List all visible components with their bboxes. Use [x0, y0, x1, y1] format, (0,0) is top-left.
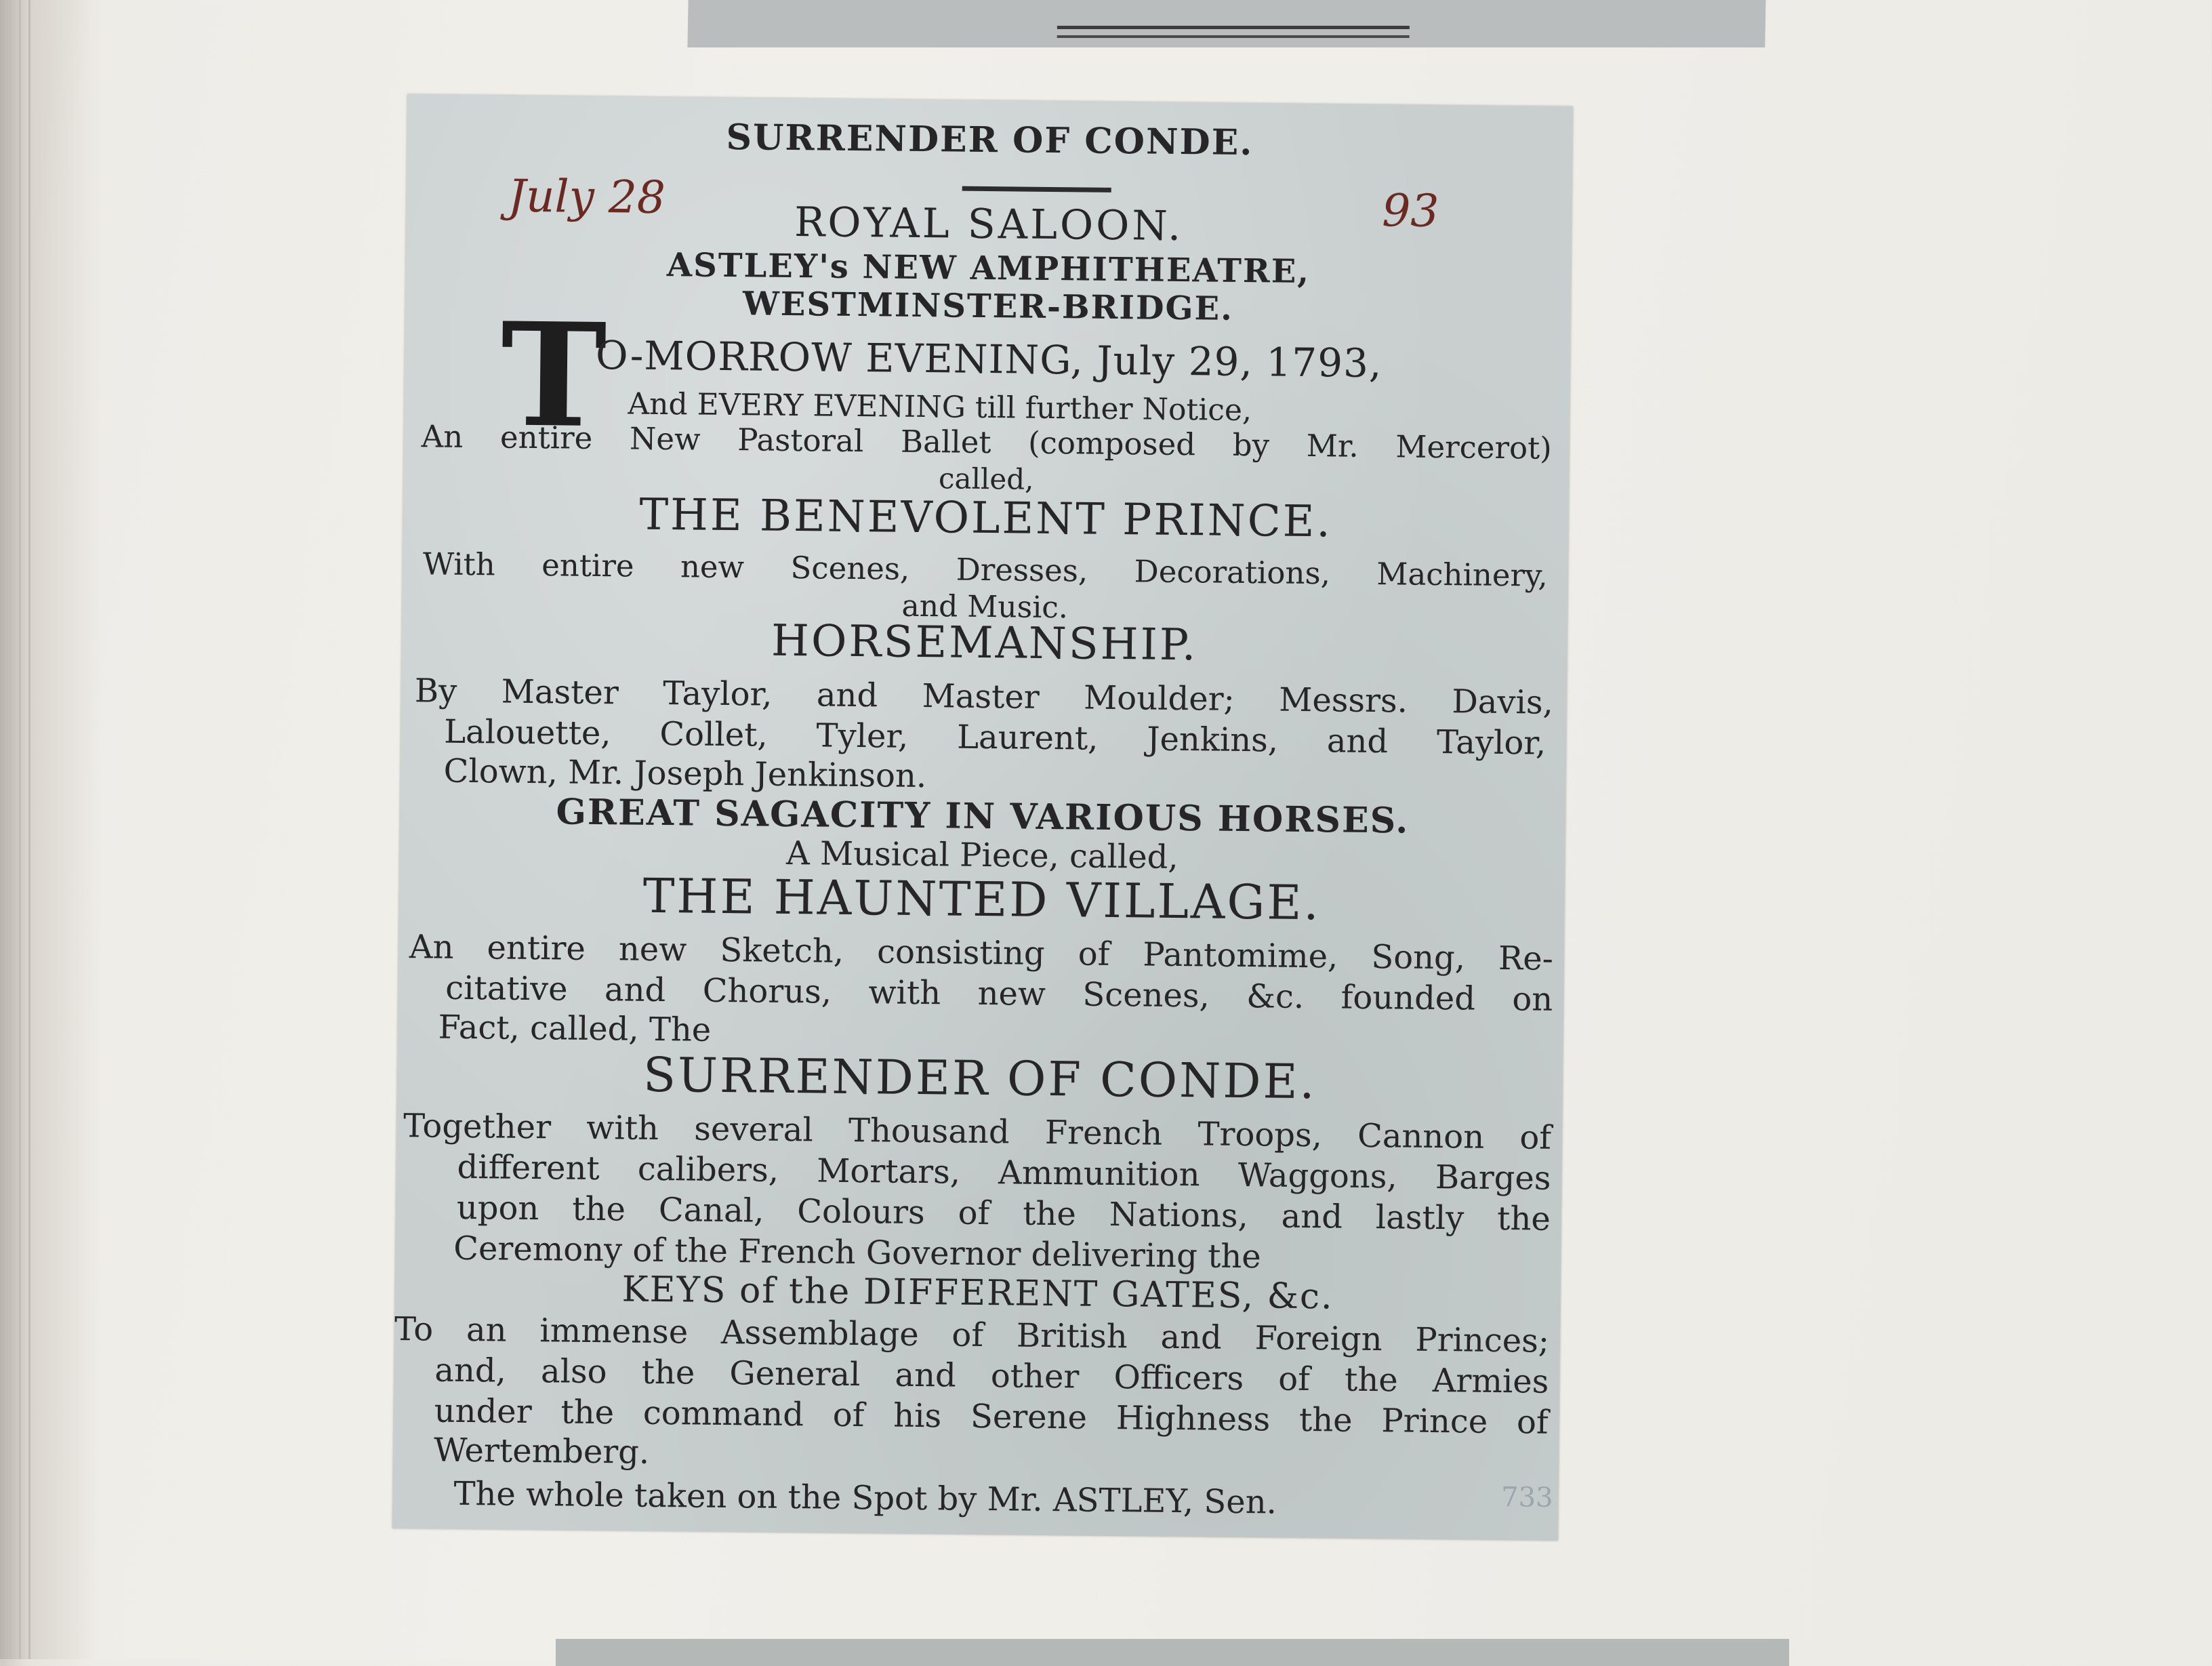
- page-edge-line: [19, 0, 21, 1659]
- assembly-line: Wertemberg.: [433, 1431, 650, 1471]
- title-horsemanship: HORSEMANSHIP.: [771, 615, 1198, 671]
- clipping-rule: [1057, 35, 1410, 38]
- handwritten-date: July 28: [508, 169, 666, 224]
- horsemanship-line: By Master Taylor, and Master Moulder; Messrs. Davis,: [414, 672, 1554, 722]
- venue-subtitle: ASTLEY's NEW AMPHITHEATRE,: [666, 246, 1311, 291]
- keys-heading: KEYS of the DIFFERENT GATES, &c.: [621, 1269, 1334, 1318]
- troops-line: upon the Canal, Colours of the Nations, and lastly the: [456, 1188, 1551, 1238]
- adjacent-clipping-bottom: [556, 1639, 1789, 1666]
- sketch-called: Fact, called, The: [438, 1008, 712, 1049]
- assembly-line: To an immense Assemblage of British and Foreign Princes;: [394, 1309, 1550, 1360]
- title-benevolent-prince: THE BENEVOLENT PRINCE.: [639, 489, 1333, 548]
- sagacity-heading: GREAT SAGACITY IN VARIOUS HORSES.: [556, 791, 1410, 842]
- troops-line: different calibers, Mortars, Ammunition Waggons, Barges: [457, 1147, 1551, 1198]
- drop-cap: T: [499, 291, 608, 460]
- troops-line: Ceremony of the French Governor delivering the: [453, 1229, 1262, 1276]
- title-surrender-of-conde: SURRENDER OF CONDE.: [642, 1047, 1317, 1110]
- musical-piece-line: A Musical Piece, called,: [785, 834, 1179, 877]
- handwritten-year: 93: [1382, 184, 1439, 238]
- venue-location: WESTMINSTER-BRIDGE.: [742, 285, 1234, 328]
- assembly-line: and, also the General and other Officers of the Armies: [434, 1351, 1549, 1401]
- scenes-line: With entire new Scenes, Dresses, Decorations, Machinery,: [422, 546, 1549, 594]
- closing-line: The whole taken on the Spot by Mr. ASTLEY, Sen.: [453, 1474, 1277, 1522]
- performance-date: O-MORROW EVENING, July 29, 1793,: [595, 331, 1382, 387]
- adjacent-clipping-top: [687, 0, 1765, 47]
- venue-name: ROYAL SALOON.: [794, 199, 1184, 251]
- catalog-stamp: 733: [1500, 1482, 1553, 1513]
- sketch-line: citative and Chorus, with new Scenes, &c. founded on: [445, 969, 1553, 1019]
- horsemanship-clown: Clown, Mr. Joseph Jenkinson.: [443, 752, 927, 796]
- assembly-line: under the command of his Serene Highness the Prince of: [434, 1391, 1549, 1442]
- scenes-music: and Music.: [901, 588, 1069, 626]
- title-haunted-village: THE HAUNTED VILLAGE.: [642, 868, 1322, 931]
- horsemanship-line: Lalouette, Collet, Tyler, Laurent, Jenkins, and Taylor,: [443, 712, 1547, 763]
- page-edge-line: [9, 0, 12, 1659]
- header-rule: [962, 186, 1111, 192]
- page-edge-line: [28, 0, 30, 1659]
- sketch-line: An entire new Sketch, consisting of Pantomime, Song, Re-: [409, 928, 1554, 978]
- ballet-called: called,: [938, 462, 1034, 496]
- every-evening-line: And EVERY EVENING till further Notice,: [628, 386, 1252, 428]
- clipping-rule: [1057, 26, 1410, 29]
- clipping-header: SURRENDER OF CONDE.: [726, 116, 1254, 164]
- troops-line: Together with several Thousand French Troops, Cannon of: [403, 1107, 1552, 1157]
- album-page-edge: [0, 0, 102, 1659]
- newspaper-clipping: [392, 94, 1573, 1541]
- ballet-description: An entire New Pastoral Ballet (composed by Mr. Mercerot): [421, 418, 1553, 466]
